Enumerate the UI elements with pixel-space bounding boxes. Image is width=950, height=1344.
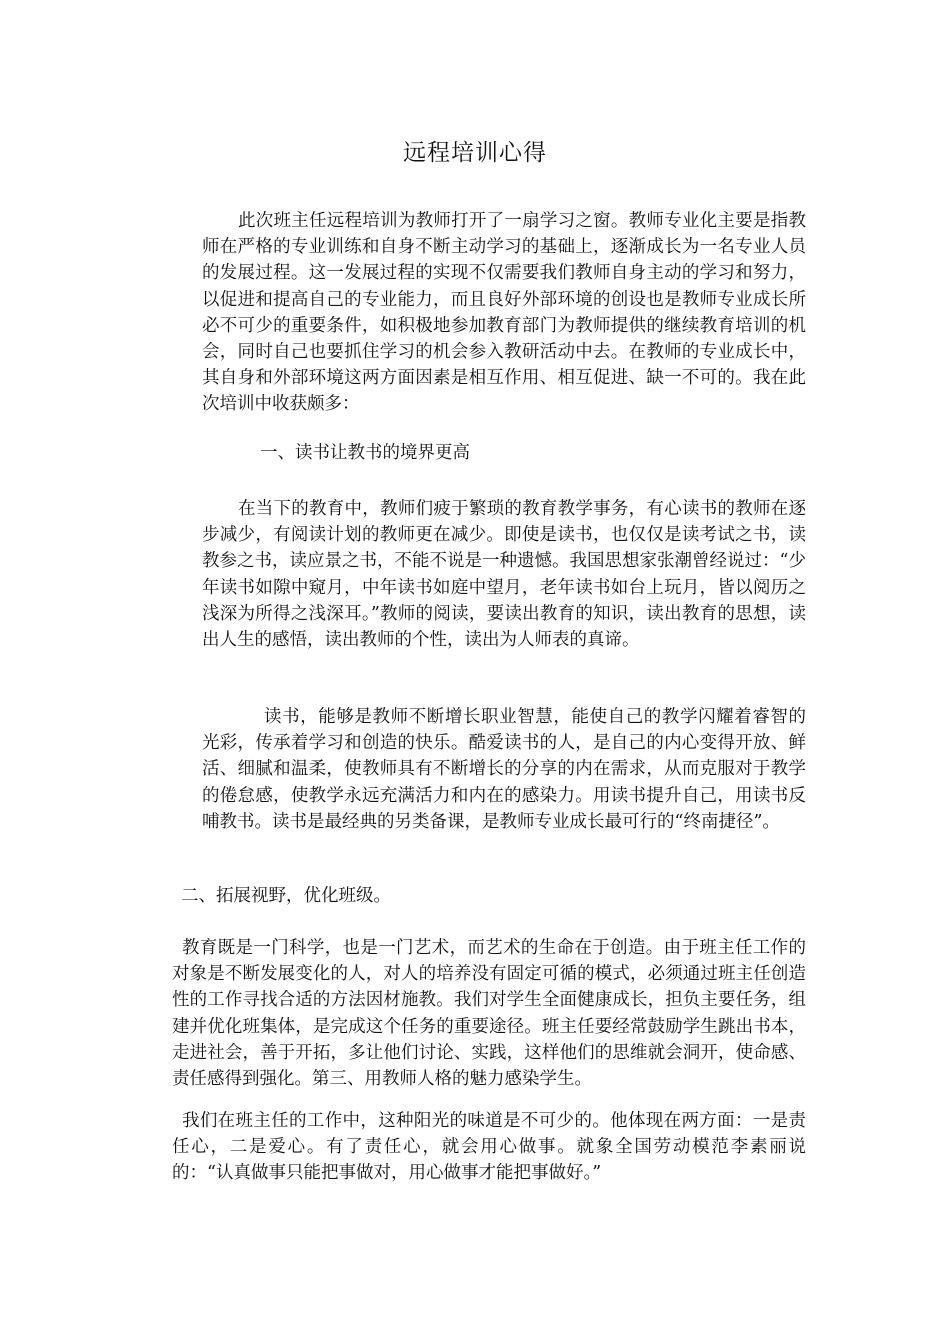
page-title: 远程培训心得 <box>403 140 547 166</box>
class-paragraph-1: 教育既是一门科学，也是一门艺术，而艺术的生命在于创造。由于班主任工作的对象是不断发展变化的人，对人的培养没有固定可循的模式，必须通过班主任创造性的工作寻找合适的方法因材施教。我们对学生全面健康成长，担负主要任务，组建并优化班集体，是完成这个任务的重要途径。班主任要经常鼓励学生跳出书本，走进社会，善于开拓，多让他们讨论、实践，这样他们的思维就会洞开，使命感、责任感得到强化。第三、用教师人格的魅力感染学生。 <box>172 938 806 1090</box>
section-heading-1: 一、读书让教书的境界更高 <box>260 443 470 463</box>
reading-paragraph-2: 读书，能够是教师不断增长职业智慧，能使自己的教学闪耀着睿智的光彩，传承着学习和创造的快乐。酷爱读书的人，是自己的内心变得开放、鲜活、细腻和温柔，使教师具有不断增长的分享的内在需求，从而克服对于教学的倦怠感，使教学永远充满活力和内在的感染力。用读书提升自己，用读书反哺教书。读书是最经典的另类备课，是教师专业成长最可行的“终南捷径”。 <box>202 707 806 832</box>
reading-paragraph-1: 在当下的教育中，教师们疲于繁琐的教育教学事务，有心读书的教师在逐步减少，有阅读计划的教师更在减少。即使是读书，也仅仅是读考试之书，读教参之书，读应景之书，不能不说是一种遗憾。我国思想家张潮曾经说过：“少年读书如隙中窥月，中年读书如庭中望月，老年读书如台上玩月，皆以阅历之浅深为所得之浅深耳。”教师的阅读，要读出教育的知识，读出教育的思想，读出人生的感悟，读出教师的个性，读出为人师表的真谛。 <box>202 499 806 651</box>
section-heading-2: 二、拓展视野，优化班级。 <box>181 886 391 906</box>
intro-paragraph: 此次班主任远程培训为教师打开了一扇学习之窗。教师专业化主要是指教师在严格的专业训练和自身不断主动学习的基础上，逐渐成长为一名专业人员的发展过程。这一发展过程的实现不仅需要我们教师自身主动的学习和努力，以促进和提高自己的专业能力，而且良好外部环境的创设也是教师专业成长所必不可少的重要条件，如积极地参加教育部门为教师提供的继续教育培训的机会，同时自己也要抓住学习的机会参入教研活动中去。在教师的专业成长中，其自身和外部环境这两方面因素是相互作用、相互促进、缺一不可的。我在此次培训中收获颇多： <box>202 211 806 415</box>
class-paragraph-2: 我们在班主任的工作中，这种阳光的味道是不可少的。他体现在两方面：一是责任心，二是爱心。有了责任心，就会用心做事。就象全国劳动模范李素丽说的：“认真做事只能把事做对，用心做事才能把事做好。” <box>172 1111 806 1184</box>
